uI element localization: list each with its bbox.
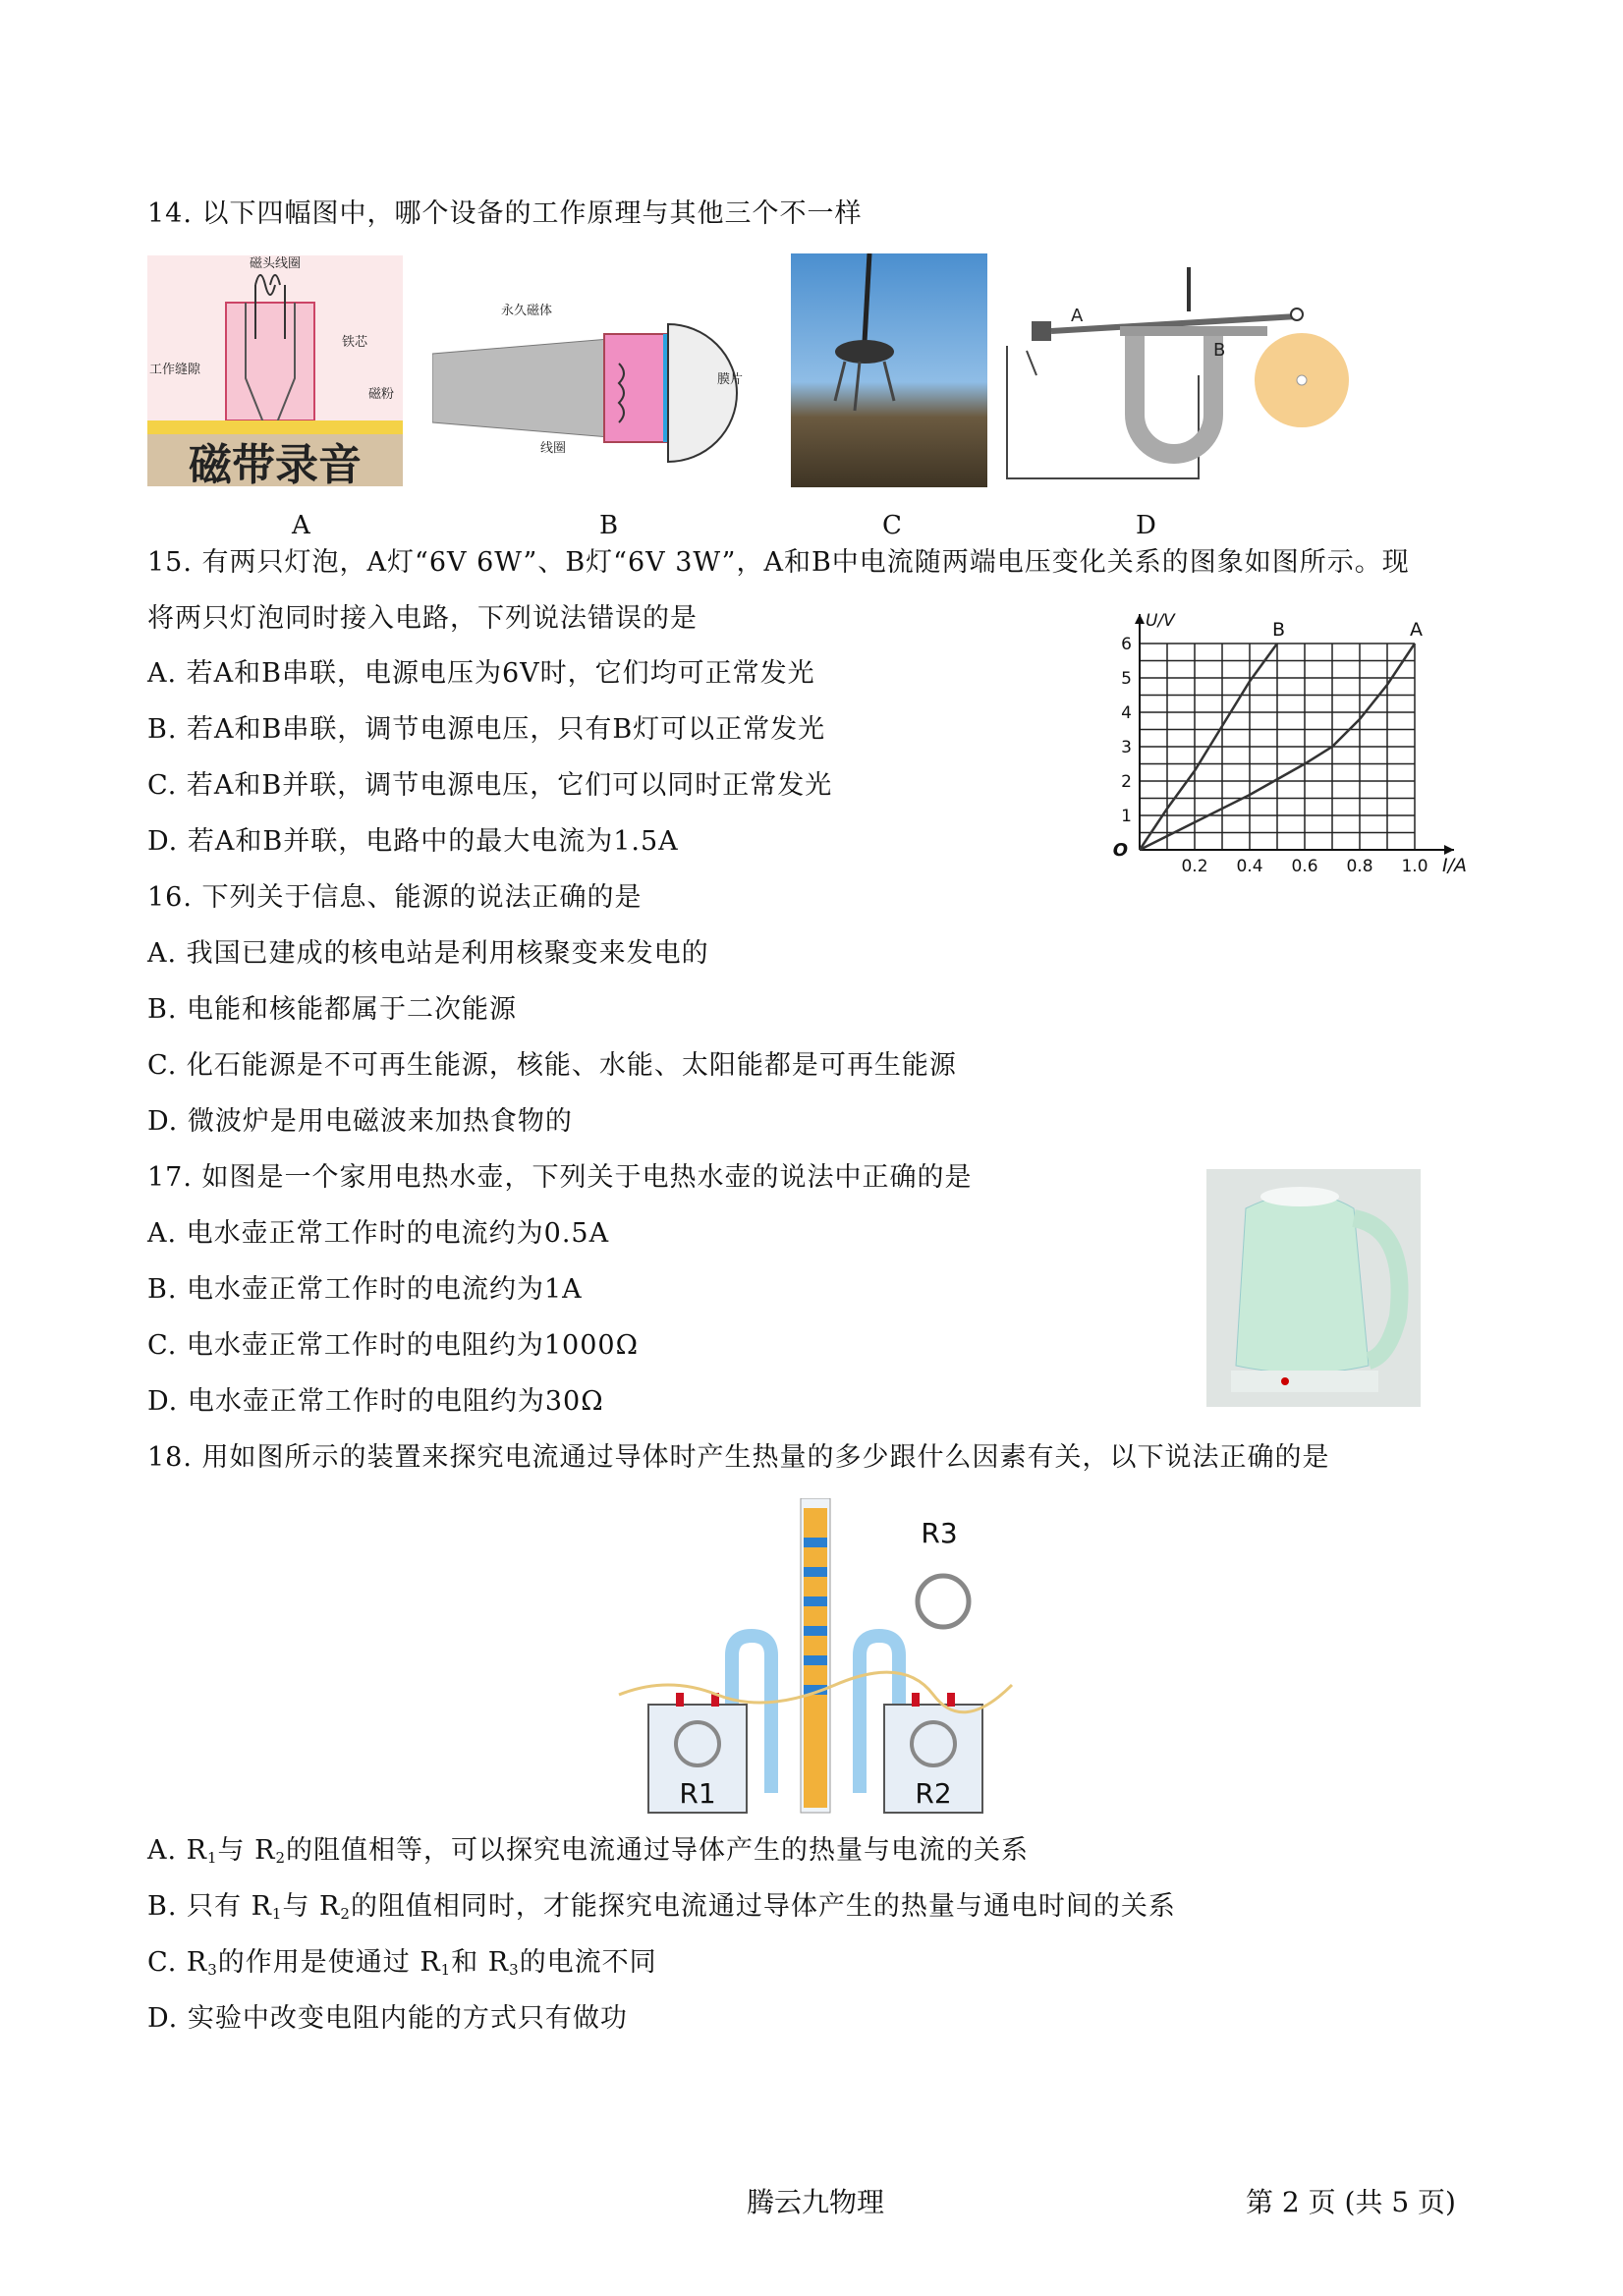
q18-option-c: C. $R_3$的作用是使通过 $R_1$和 $R_3$的电流不同 — [147, 1947, 657, 1979]
q14-figure-c-photo — [791, 253, 987, 487]
x-axis-label: I/A — [1442, 855, 1468, 874]
footer-page-number: 第 2 页 (共 5 页) — [1246, 2186, 1456, 2218]
y-tick-label: 3 — [1121, 738, 1132, 757]
q15-option-c: C. 若A和B并联，调节电源电压，它们可以同时正常发光 — [147, 770, 833, 801]
q15-stem-line1: 15. 有两只灯泡，A灯“6V 6W”、B灯“6V 3W”，A和B中电流随两端电压变化关系的图象如图所示。现 — [147, 547, 1410, 578]
q18-option-d: D. 实验中改变电阻内能的方式只有做功 — [147, 2003, 628, 2034]
y-tick-label: 5 — [1121, 669, 1132, 689]
q15-stem-line2: 将两只灯泡同时接入电路，下列说法错误的是 — [147, 603, 698, 634]
svg-text:磁头线圈: 磁头线圈 — [249, 256, 302, 271]
svg-text:铁芯: 铁芯 — [342, 335, 368, 350]
q16-option-a: A. 我国已建成的核电站是利用核聚变来发电的 — [147, 938, 709, 969]
q15-option-a: A. 若A和B串联，电源电压为6V时，它们均可正常发光 — [147, 658, 815, 689]
origin-label: O — [1112, 840, 1128, 861]
x-tick-label: 0.4 — [1236, 857, 1263, 874]
q15-chart — [1100, 609, 1474, 874]
svg-text:R1: R1 — [679, 1777, 716, 1810]
svg-text:B: B — [1213, 340, 1226, 361]
ui-chart-svg — [1100, 609, 1474, 874]
q17-option-b: B. 电水壶正常工作时的电流约为1A — [147, 1274, 583, 1305]
fig-a-banner: 磁带录音 — [189, 440, 362, 486]
q16-stem: 16. 下列关于信息、能源的说法正确的是 — [147, 882, 643, 913]
q17-stem: 17. 如图是一个家用电热水壶，下列关于电热水壶的说法中正确的是 — [147, 1162, 973, 1193]
q18-stem: 18. 用如图所示的装置来探究电流通过导体时产生热量的多少跟什么因素有关，以下说法正确的是 — [147, 1442, 1330, 1473]
series-label-a: A — [1410, 619, 1423, 641]
q14-label-d: D — [1136, 511, 1156, 540]
x-tick-label: 0.2 — [1181, 857, 1208, 874]
q14-figure-b — [432, 295, 766, 491]
q14-figure-d — [1002, 257, 1356, 488]
q16-option-c: C. 化石能源是不可再生能源，核能、水能、太阳能都是可再生能源 — [147, 1050, 957, 1081]
svg-text:R2: R2 — [915, 1777, 952, 1810]
x-tick-label: 0.8 — [1346, 857, 1373, 874]
y-tick-label: 1 — [1121, 807, 1132, 826]
x-axis-arrow — [1444, 845, 1454, 855]
q17-option-d: D. 电水壶正常工作时的电阻约为30Ω — [147, 1386, 604, 1417]
q16-option-d: D. 微波炉是用电磁波来加热食物的 — [147, 1106, 573, 1137]
series-label-b: B — [1272, 619, 1286, 641]
q18-option-a: A. $R_1$与 $R_2$的阻值相等，可以探究电流通过导体产生的热量与电流的关系 — [147, 1835, 1030, 1867]
y-tick-label: 6 — [1121, 635, 1132, 654]
x-tick-label: 1.0 — [1401, 857, 1428, 874]
svg-text:线圈: 线圈 — [540, 441, 567, 456]
q14-stem: 14. 以下四幅图中，哪个设备的工作原理与其他三个不一样 — [147, 198, 863, 229]
x-tick-label: 0.6 — [1291, 857, 1318, 874]
svg-text:R3: R3 — [921, 1517, 958, 1549]
y-tick-label: 4 — [1121, 703, 1132, 723]
y-axis-arrow — [1135, 614, 1145, 624]
y-tick-label: 2 — [1121, 772, 1132, 792]
svg-text:磁粉: 磁粉 — [368, 387, 395, 402]
q15-option-b: B. 若A和B串联，调节电源电压，只有B灯可以正常发光 — [147, 714, 826, 745]
footer-title: 腾云九物理 — [747, 2186, 885, 2218]
svg-text:工作缝隙: 工作缝隙 — [149, 363, 201, 377]
svg-text:膜片: 膜片 — [717, 372, 744, 387]
svg-text:A: A — [1071, 306, 1084, 326]
q14-label-b: B — [599, 511, 619, 540]
q15-option-d: D. 若A和B并联，电路中的最大电流为1.5A — [147, 826, 679, 857]
q14-label-a: A — [292, 511, 310, 540]
q18-figure — [609, 1498, 1022, 1818]
y-axis-label: U/V — [1146, 611, 1175, 631]
q17-kettle-photo — [1206, 1169, 1421, 1407]
svg-text:永久磁体: 永久磁体 — [501, 304, 553, 318]
q17-option-a: A. 电水壶正常工作时的电流约为0.5A — [147, 1218, 610, 1249]
q14-figure-a — [147, 255, 403, 486]
q18-option-b: B. 只有 $R_1$与 $R_2$的阻值相同时，才能探究电流通过导体产生的热量与通电时间的关系 — [147, 1891, 1176, 1923]
q17-option-c: C. 电水壶正常工作时的电阻约为1000Ω — [147, 1330, 639, 1361]
q14-label-c: C — [882, 511, 902, 540]
q16-option-b: B. 电能和核能都属于二次能源 — [147, 994, 518, 1025]
